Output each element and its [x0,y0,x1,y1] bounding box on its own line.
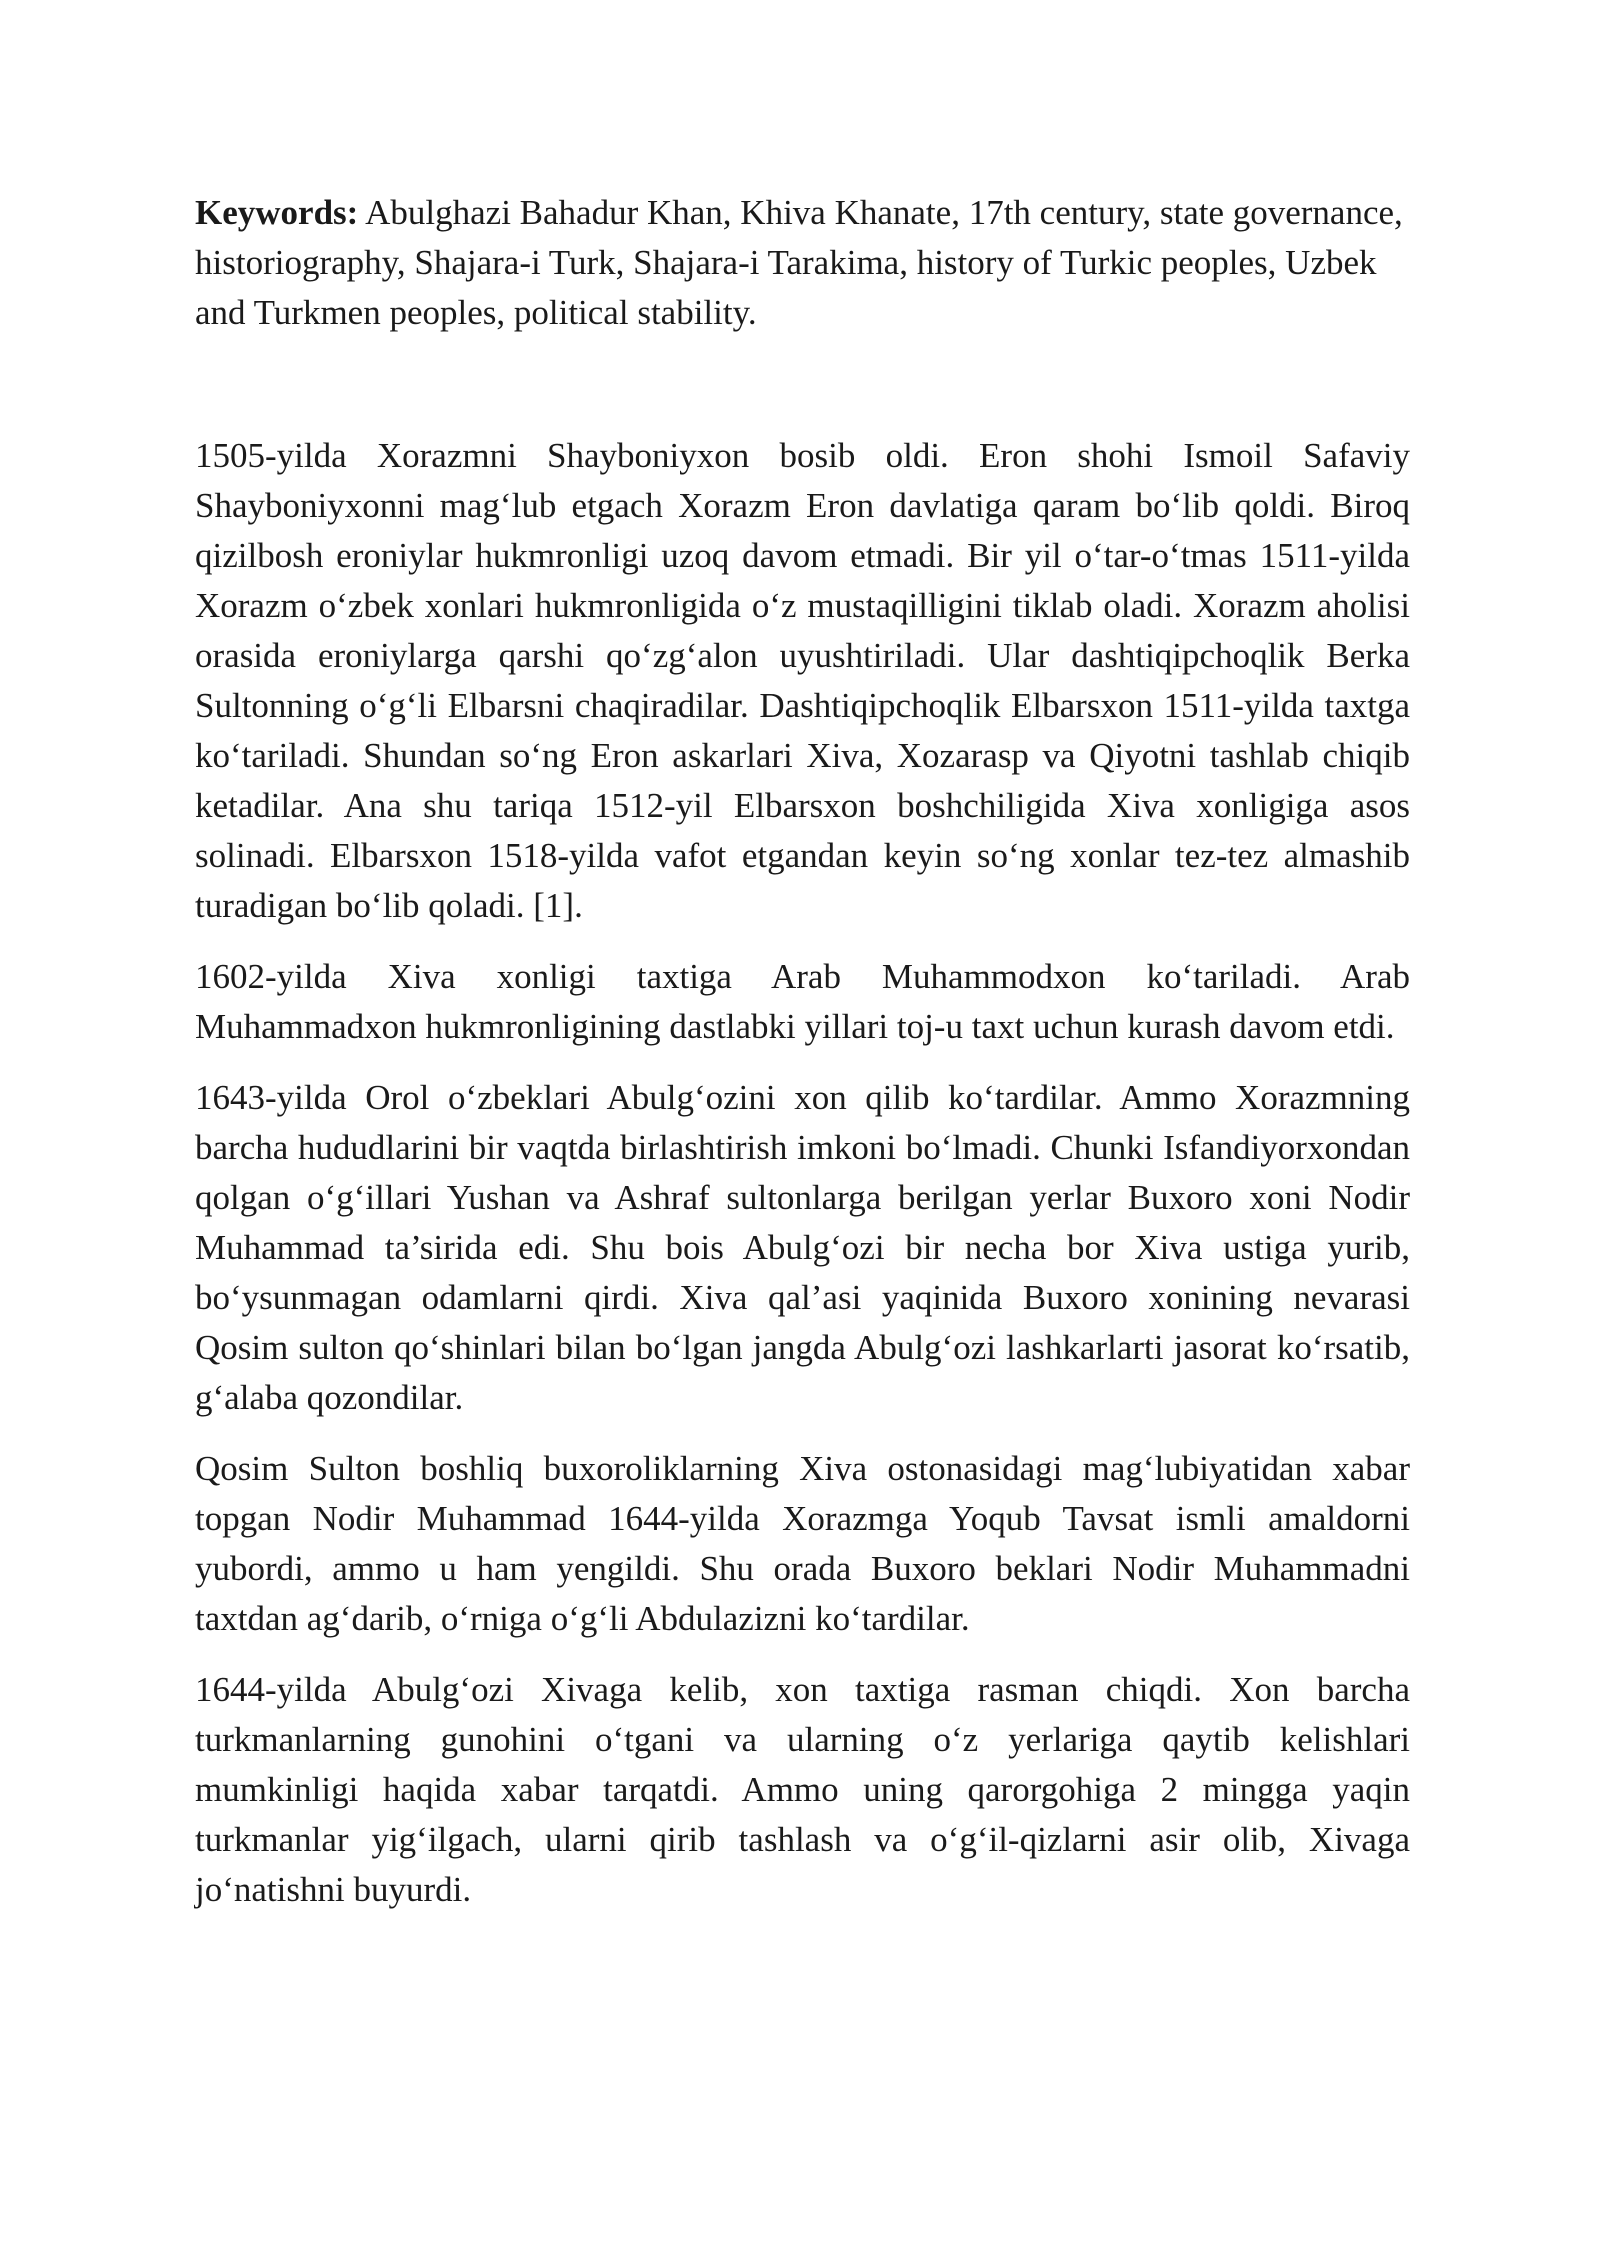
body-paragraph-3: 1643-yilda Orol o‘zbeklari Abulg‘ozini xon qilib ko‘tardilar. Ammo Xorazmning barcha hududlarini bir vaqtda birlashtirish imkoni bo‘lmadi. Chunki Isfandiyorxondan qolgan o‘g‘illari Yushan va Ashraf sultonlarga berilgan yerlar Buxoro xoni Nodir Muhammad ta’sirida edi. Shu bois Abulg‘ozi bir necha bor Xiva ustiga yurib, bo‘ysunmagan odamlarni qirdi. Xiva qal’asi yaqinida Buxoro xonining nevarasi Qosim sulton qo‘shinlari bilan bo‘lgan jangda Abulg‘ozi lashkarlarti jasorat ko‘rsatib, g‘alaba qozondilar. [195,1078,1410,1417]
keywords-paragraph [195,188,1410,338]
body-paragraph-2: 1602-yilda Xiva xonligi taxtiga Arab Muhammodxon ko‘tariladi. Arab Muhammadxon hukmronligining dastlabki yillari toj-u taxt uchun kurash davom etdi. [195,957,1410,1046]
body-paragraph-4: Qosim Sulton boshliq buxoroliklarning Xiva ostonasidagi mag‘lubiyatidan xabar topgan Nodir Muhammad 1644-yilda Xorazmga Yoqub Tavsat ismli amaldorni yubordi, ammo u ham yengildi. Shu orada Buxoro beklari Nodir Muhammadni taxtdan ag‘darib, o‘rniga o‘g‘li Abdulazizni ko‘tardilar. [195,1449,1410,1638]
body-paragraph-1: 1505-yilda Xorazmni Shayboniyxon bosib oldi. Eron shohi Ismoil Safaviy Shayboniyxonni mag‘lub etgach Xorazm Eron davlatiga qaram bo‘lib qoldi. Biroq qizilbosh eroniylar hukmronligi uzoq davom etmadi. Bir yil o‘tar-o‘tmas 1511-yilda Xorazm o‘zbek xonlari hukmronligida o‘z mustaqilligini tiklab oladi. Xorazm aholisi orasida eroniylarga qarshi qo‘zg‘alon uyushtiriladi. Ular dashtiqipchoqlik Berka Sultonning o‘g‘li Elbarsni chaqiradilar. Dashtiqipchoqlik Elbarsxon 1511-yilda taxtga ko‘tariladi. Shundan so‘ng Eron askarlari Xiva, Xozarasp va Qiyotni tashlab chiqib ketadilar. Ana shu tariqa 1512-yil Elbarsxon boshchiligida Xiva xonligiga asos solinadi. Elbarsxon 1518-yilda vafot etgandan keyin so‘ng xonlar tez-tez almashib turadigan bo‘lib qoladi. [1]. [195,436,1410,925]
keywords-text: Abulghazi Bahadur Khan, Khiva Khanate, 17th century, state governance, historiography, Shajara-i Turk, Shajara-i Tarakima, history of Turkic peoples, Uzbek and Turkmen peoples, political stability. [195,193,1403,332]
page-content [195,188,1410,1936]
body-text [195,431,1410,1915]
body-paragraph-5: 1644-yilda Abulg‘ozi Xivaga kelib, xon taxtiga rasman chiqdi. Xon barcha turkmanlarning gunohini o‘tgani va ularning o‘z yerlariga qaytib kelishlari mumkinligi haqida xabar tarqatdi. Ammo uning qarorgohiga 2 mingga yaqin turkmanlar yig‘ilgach, ularni qirib tashlash va o‘g‘il-qizlarni asir olib, Xivaga jo‘natishni buyurdi. [195,1670,1410,1909]
keywords-label: Keywords: [195,193,359,232]
